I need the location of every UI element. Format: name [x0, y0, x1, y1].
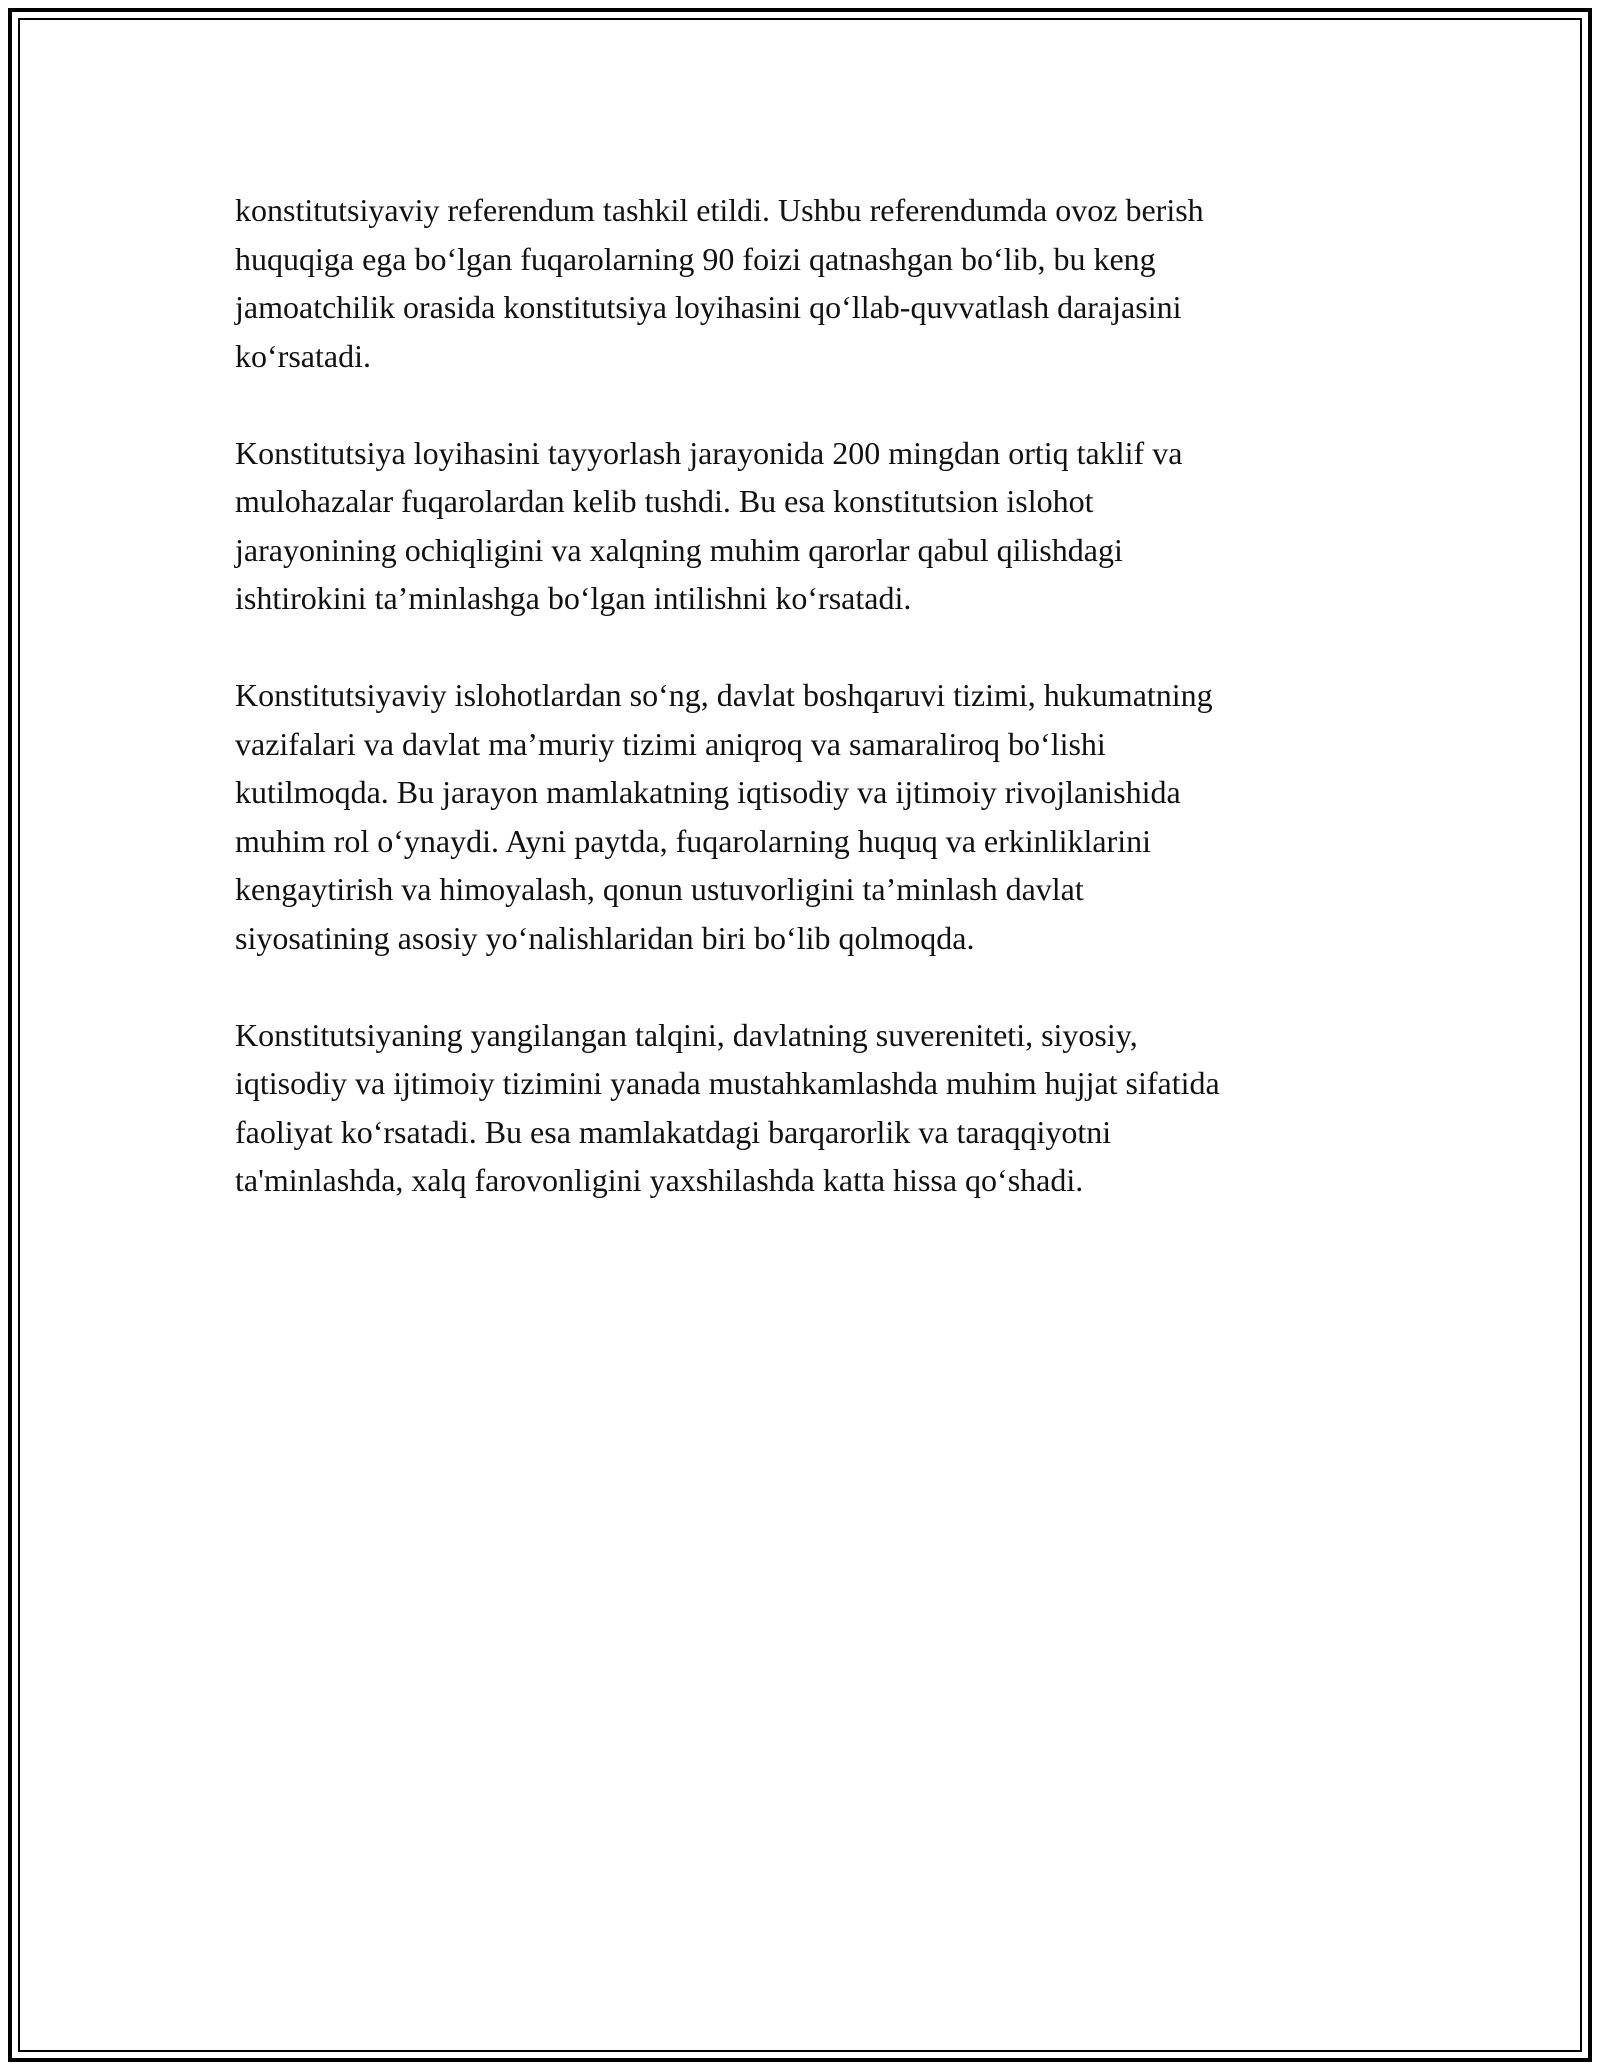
paragraph-1: konstitutsiyaviy referendum tashkil etildi. Ushbu referendumda ovoz berish huquqiga ega bo‘lgan fuqarolarning 90 foizi qatnashgan bo‘lib, bu keng jamoatchilik orasida konstitutsiya loyihasini qo‘llab-quvvatlash darajasini ko‘rsatadi.	[235, 192, 1204, 374]
document-body	[235, 186, 1370, 1253]
paragraph-4: Konstitutsiyaning yangilangan talqini, davlatning suvereniteti, siyosiy, iqtisodiy va ijtimoiy tizimini yanada mustahkamlashda muhim hujjat sifatida faoliyat ko‘rsatadi. Bu esa mamlakatdagi barqarorlik va taraqqiyotni ta'minlashda, xalq farovonligini yaxshilashda katta hissa qo‘shadi.	[235, 1016, 1220, 1198]
paragraph-3: Konstitutsiyaviy islohotlardan so‘ng, davlat boshqaruvi tizimi, hukumatning vazifalari va davlat ma’muriy tizimi aniqroq va samaraliroq bo‘lishi kutilmoqda. Bu jarayon mamlakatning iqtisodiy va ijtimoiy rivojlanishida muhim rol o‘ynaydi. Ayni paytda, fuqarolarning huquq va erkinliklarini kengaytirish va himoyalash, qonun ustuvorligini ta’minlash davlat siyosatining asosiy yo‘nalishlaridan biri bo‘lib qolmoqda.	[235, 677, 1213, 956]
paragraph-2: Konstitutsiya loyihasini tayyorlash jarayonida 200 mingdan ortiq taklif va mulohazalar fuqarolardan kelib tushdi. Bu esa konstitutsion islohot jarayonining ochiqligini va xalqning muhim qarorlar qabul qilishdagi ishtirokini ta’minlashga bo‘lgan intilishni ko‘rsatadi.	[235, 434, 1183, 616]
